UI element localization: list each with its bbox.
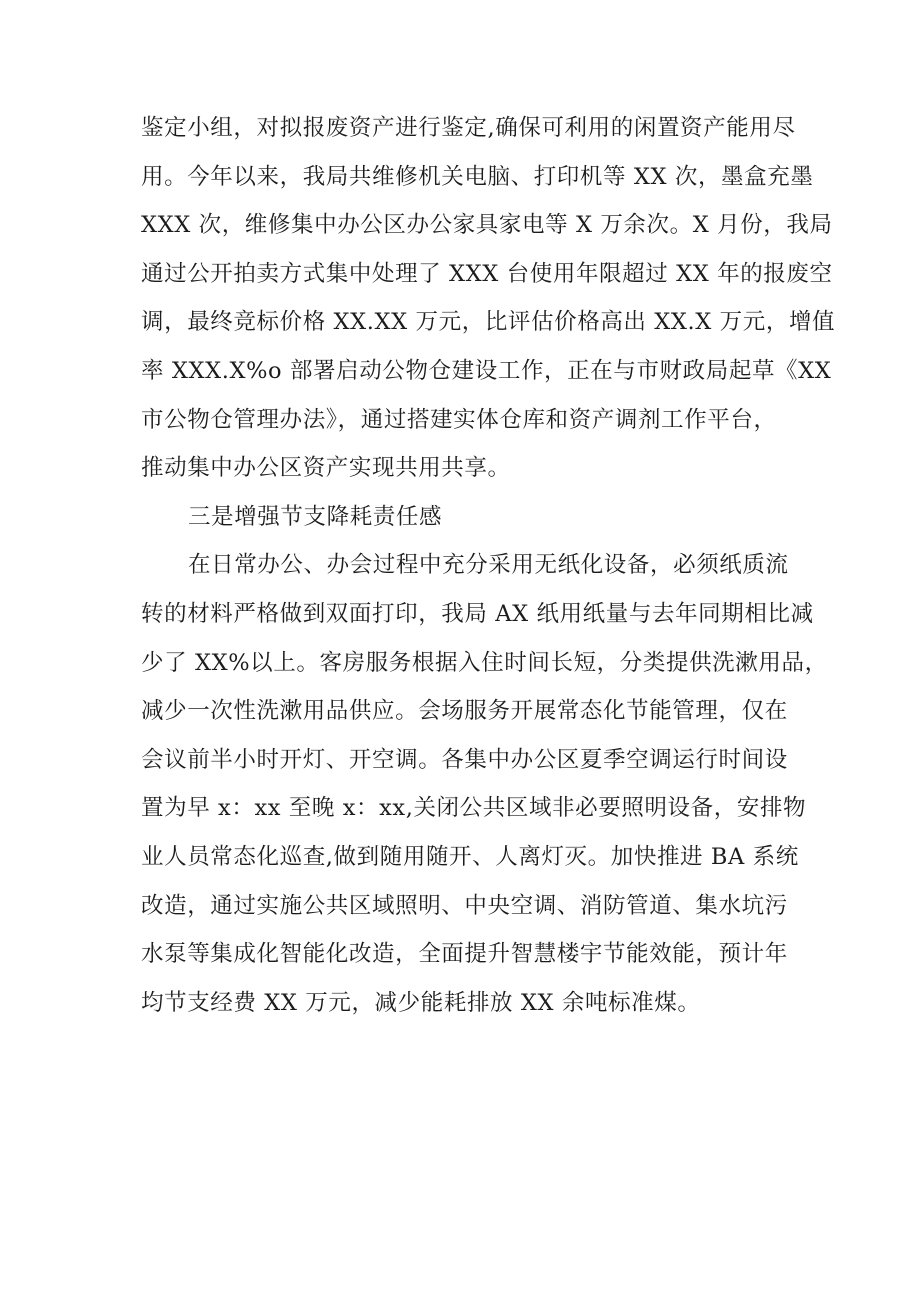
text-line: 通过公开拍卖方式集中处理了 XXX 台使用年限超过 XX 年的报废空 — [141, 260, 833, 287]
text-line: 市公物仓管理办法》，通过搭建实体仓库和资产调剂工作平台， — [141, 406, 777, 433]
section-heading: 三是增强节支降耗责任感 — [188, 503, 443, 530]
text-line: 用。今年以来，我局共维修机关电脑、打印机等 XX 次，墨盒充墨 — [141, 163, 814, 190]
text-line: 转的材料严格做到双面打印，我局 AX 纸用纸量与去年同期相比减 — [141, 600, 814, 627]
paragraph-energy-saving — [141, 541, 828, 1027]
text-line: 调，最终竞标价格 XX.XX 万元，比评估价格高出 XX.X 万元，增值 — [141, 309, 836, 336]
text-line: 在日常办公、办会过程中充分采用无纸化设备，必须纸质流 — [188, 552, 789, 579]
document-body — [141, 104, 836, 1027]
text-line: XXX 次，维修集中办公区办公家具家电等 X 万余次。X 月份，我局 — [141, 212, 833, 239]
text-line: 率 XXX.X%o 部署启动公物仓建设工作，正在与市财政局起草《XX — [141, 357, 832, 384]
text-line: 改造，通过实施公共区域照明、中央空调、消防管道、集水坑污 — [141, 892, 788, 919]
paragraph-asset-disposal — [141, 104, 836, 493]
text-line: 业人员常态化巡查,做到随用随开、人离灯灭。加快推进 BA 系统 — [141, 843, 799, 870]
text-line: 少了 XX%以上。客房服务根据入住时间长短，分类提供洗漱用品， — [141, 649, 828, 676]
text-line: 水泵等集成化智能化改造，全面提升智慧楼宇节能效能，预计年 — [141, 941, 788, 968]
text-line: 鉴定小组，对拟报废资产进行鉴定,确保可利用的闲置资产能用尽 — [141, 115, 796, 141]
text-line: 减少一次性洗漱用品供应。会场服务开展常态化节能管理，仅在 — [141, 698, 788, 725]
text-line: 会议前半小时开灯、开空调。各集中办公区夏季空调运行时间设 — [141, 746, 788, 773]
text-line: 均节支经费 XX 万元，减少能耗排放 XX 余吨标准煤。 — [141, 989, 701, 1016]
text-line: 推动集中办公区资产实现共用共享。 — [141, 455, 511, 482]
text-line: 置为早 x：xx 至晚 x：xx,关闭公共区域非必要照明设备，安排物 — [141, 795, 807, 822]
